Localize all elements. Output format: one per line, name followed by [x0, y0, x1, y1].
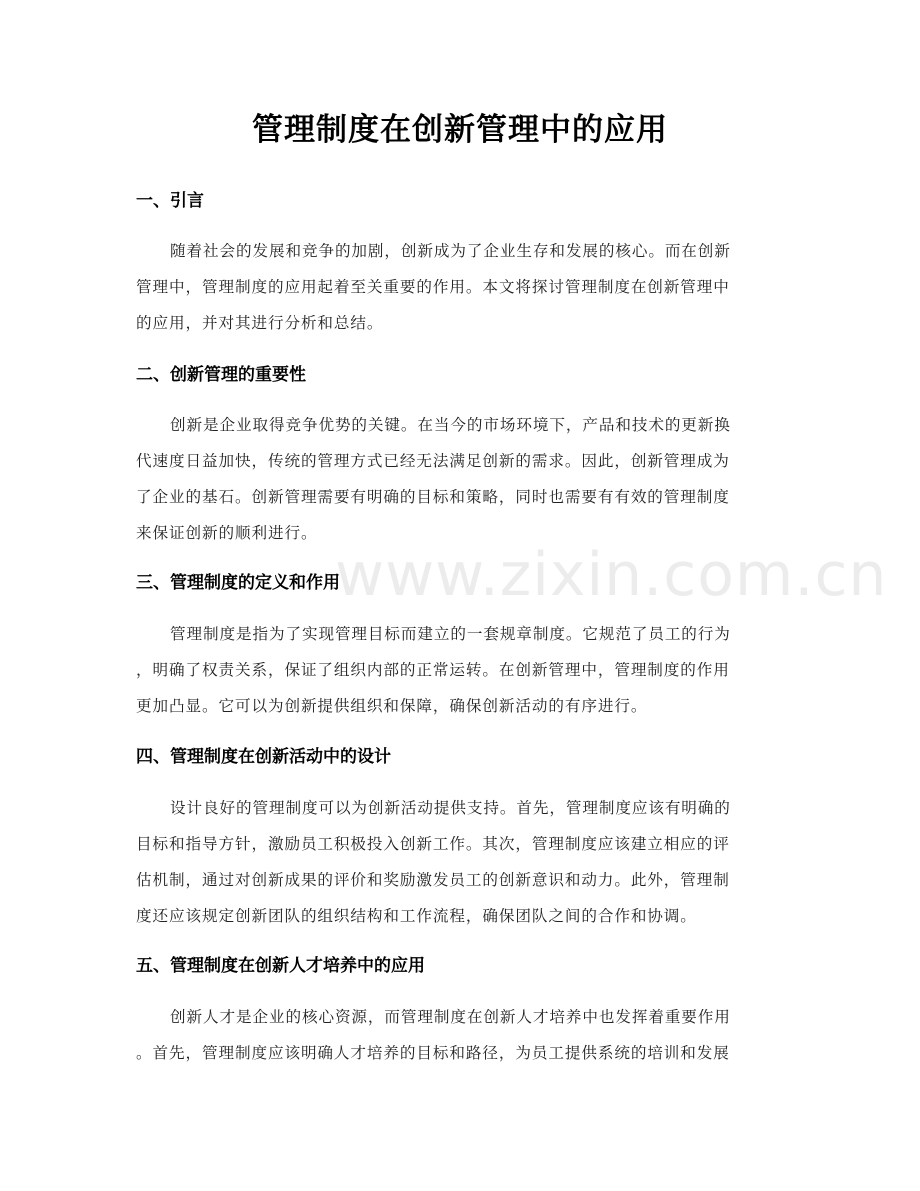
- paragraph-line: 估机制，通过对创新成果的评价和奖励激发员工的创新意识和动力。此外，管理制: [136, 871, 730, 889]
- section-heading: 二、创新管理的重要性: [136, 365, 306, 385]
- section-heading: 五、管理制度在创新人才培养中的应用: [136, 956, 425, 976]
- paragraph-line: 的应用，并对其进行分析和总结。: [136, 314, 384, 332]
- paragraph-line: 更加凸显。它可以为创新提供组织和保障，确保创新活动的有序进行。: [136, 697, 648, 715]
- section-heading: 一、引言: [136, 191, 204, 211]
- watermark: www.zixin.com.cn: [335, 540, 888, 610]
- paragraph-line: ，明确了权责关系，保证了组织内部的正常运转。在创新管理中，管理制度的作用: [136, 661, 730, 679]
- paragraph-line: 目标和指导方针，激励员工积极投入创新工作。其次，管理制度应该建立相应的评: [136, 835, 730, 853]
- paragraph-line: 设计良好的管理制度可以为创新活动提供支持。首先，管理制度应该有明确的: [170, 799, 731, 817]
- paragraph-line: 随着社会的发展和竞争的加剧，创新成为了企业生存和发展的核心。而在创新: [170, 242, 731, 260]
- paragraph-line: 管理中，管理制度的应用起着至关重要的作用。本文将探讨管理制度在创新管理中: [136, 278, 730, 296]
- paragraph-line: 度还应该规定创新团队的组织结构和工作流程，确保团队之间的合作和协调。: [136, 907, 697, 925]
- paragraph-line: 管理制度是指为了实现管理目标而建立的一套规章制度。它规范了员工的行为: [170, 625, 731, 643]
- section-heading: 四、管理制度在创新活动中的设计: [136, 747, 391, 767]
- paragraph-line: 来保证创新的顺利进行。: [136, 524, 318, 542]
- document-title: 管理制度在创新管理中的应用: [252, 112, 668, 148]
- section-heading: 三、管理制度的定义和作用: [136, 573, 340, 593]
- paragraph-line: 创新人才是企业的核心资源，而管理制度在创新人才培养中也发挥着重要作用: [170, 1008, 731, 1026]
- paragraph-line: 代速度日益加快，传统的管理方式已经无法满足创新的需求。因此，创新管理成为: [136, 452, 730, 470]
- paragraph-line: 。首先，管理制度应该明确人才培养的目标和路径，为员工提供系统的培训和发展: [136, 1044, 730, 1062]
- paragraph-line: 创新是企业取得竞争优势的关键。在当今的市场环境下，产品和技术的更新换: [170, 416, 731, 434]
- paragraph-line: 了企业的基石。创新管理需要有明确的目标和策略，同时也需要有有效的管理制度: [136, 488, 730, 506]
